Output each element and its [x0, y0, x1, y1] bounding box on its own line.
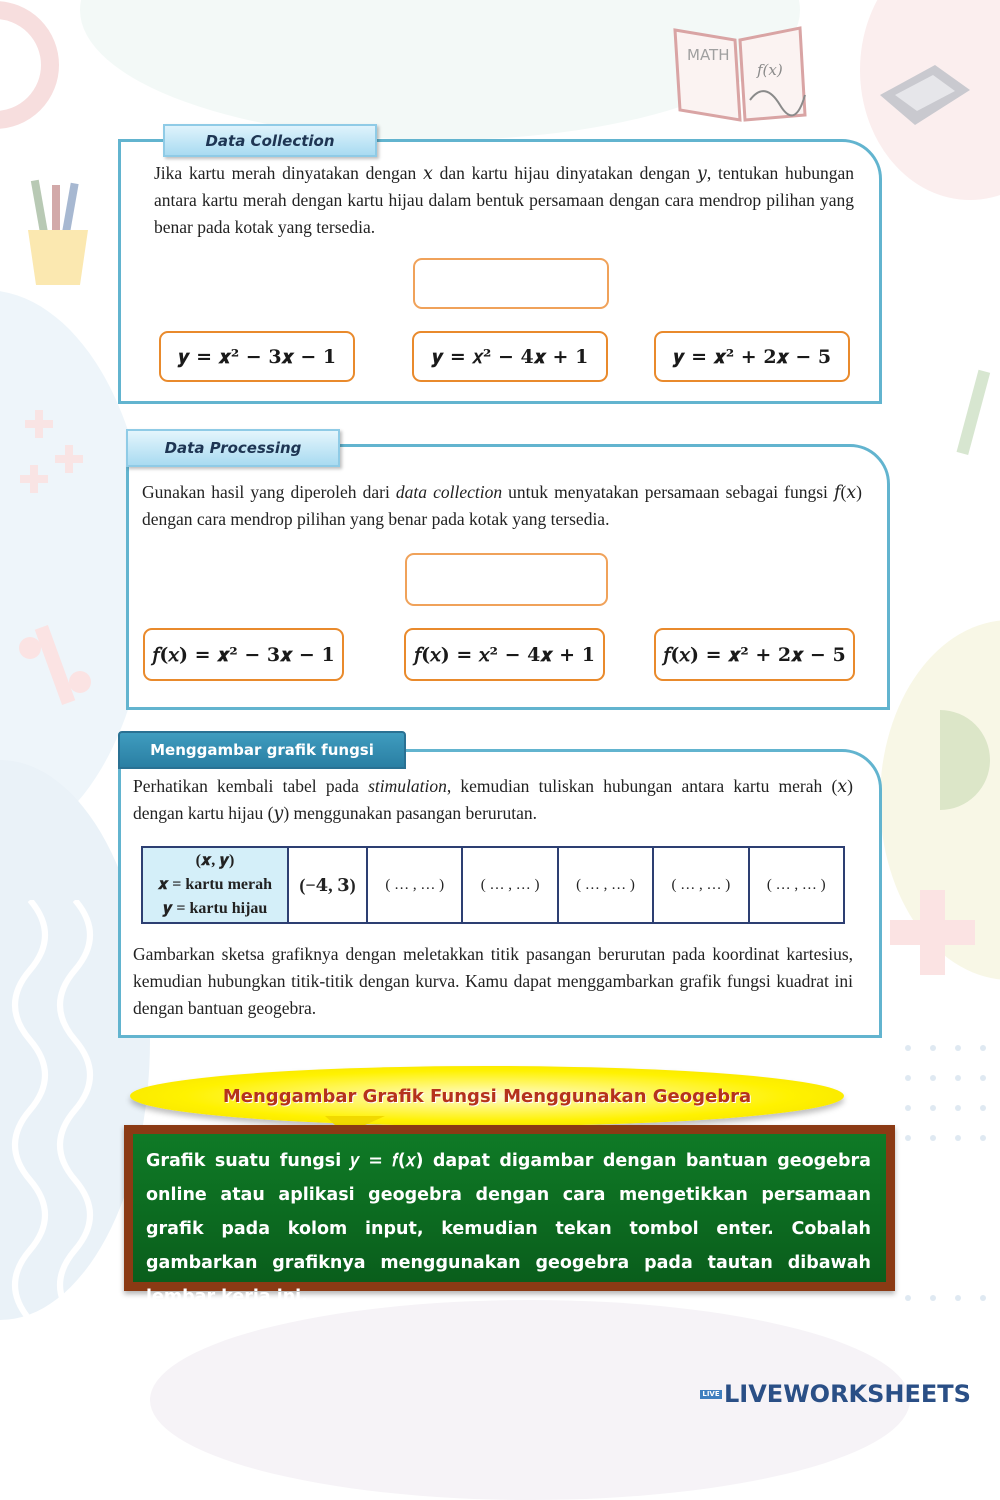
data-collection-drop-target[interactable]: [413, 258, 609, 309]
pencil-icon: [950, 360, 1000, 470]
logo-mark-icon: LIVE: [700, 1390, 722, 1399]
blank-pair-cell-1[interactable]: [367, 847, 462, 923]
blank-pair-text: ( … , … ): [671, 876, 731, 893]
dot-grid-icon: [900, 1040, 1000, 1330]
graph-section-closing-text: Gambarkan sketsa grafiknya dengan meletakkan titik pasangan berurutan pada koordinat kartesius, kemudian hubungkan titik-titik dengan kurva. Kamu dapat menggambarkan grafik fungsi kuadrat ini dengan bantuan geogebra.: [133, 944, 853, 1018]
liveworksheets-logo[interactable]: [700, 1378, 995, 1410]
calculator-icon: [875, 55, 975, 135]
geogebra-banner-title: Menggambar Grafik Fungsi Menggunakan Geogebra: [222, 1085, 752, 1107]
plus-cluster-icon: [5, 400, 115, 510]
protractor-icon: [920, 700, 1000, 820]
wave-lines-icon: [0, 900, 120, 1320]
table-header-cell: [142, 847, 288, 923]
instruction-italic-text: stimulation: [368, 776, 447, 796]
blank-pair-cell-4[interactable]: [653, 847, 748, 923]
fx-label: f(x): [757, 61, 783, 79]
blank-pair-cell-3[interactable]: [558, 847, 653, 923]
choice-label: 𝑓(𝑥) = 𝑥² − 𝟒𝒙 + 𝟏: [414, 643, 595, 666]
table-row: [142, 847, 844, 923]
data-collection-choice-3[interactable]: [654, 331, 850, 382]
header-x-label: 𝒙 = kartu merah: [157, 876, 272, 893]
choice-label: 𝑓(𝑥) = 𝒙² + 𝟐𝒙 − 𝟓: [663, 643, 846, 666]
choice-label: 𝑓(𝑥) = 𝒙² − 𝟑𝒙 − 𝟏: [152, 643, 335, 666]
first-pair-cell: [288, 847, 367, 923]
blank-pair-cell-2[interactable]: [462, 847, 557, 923]
plus-shape-icon: [880, 880, 990, 990]
graph-section-instruction: [133, 773, 853, 827]
graph-section-tab-label: Menggambar grafik fungsi: [150, 741, 374, 759]
data-processing-tab-label: Data Processing: [164, 439, 302, 457]
blank-pair-text: ( … , … ): [385, 876, 445, 893]
blank-pair-text: ( … , … ): [480, 876, 540, 893]
math-book-icon: [665, 20, 815, 130]
data-processing-choice-2[interactable]: [404, 628, 605, 681]
ordered-pairs-table: [141, 846, 845, 924]
data-collection-tab-label: Data Collection: [205, 131, 335, 150]
geogebra-board: [124, 1125, 895, 1307]
choice-label: 𝒚 = 𝑥² − 𝟒𝒙 + 𝟏: [431, 345, 589, 368]
geogebra-banner: [130, 1066, 844, 1126]
instruction-text: untuk menyatakan persamaan sebagai fungsi 𝑓(𝑥) dengan cara mendrop pilihan yang benar pada kotak yang tersedia.: [142, 482, 862, 529]
math-book-label: MATH: [687, 46, 730, 64]
pencil-cup-icon: [18, 175, 98, 295]
logo-text: LIVEWORKSHEETS: [724, 1380, 971, 1408]
instruction-text: Gunakan hasil yang diperoleh dari: [142, 482, 396, 502]
data-collection-choice-2[interactable]: [412, 331, 608, 382]
blank-pair-cell-5[interactable]: [749, 847, 844, 923]
percent-icon: [10, 620, 100, 710]
header-y-label: 𝒚 = kartu hijau: [162, 900, 268, 917]
first-pair-value: (−𝟒, 𝟑): [299, 874, 356, 895]
data-collection-tab: [163, 124, 377, 157]
choice-label: 𝒚 = 𝒙² + 𝟐𝒙 − 𝟓: [672, 345, 832, 368]
geogebra-board-text: Grafik suatu fungsi 𝑦 = 𝑓(𝑥) dapat digambar dengan bantuan geogebra online atau aplikasi geogebra dengan cara mengetikkan persamaan grafik pada kolom input, kemudian tekan tombol enter. Cobalah gambarkan grafiknya menggunakan geogebra pada tautan dibawah lembar kerja ini.: [146, 1151, 871, 1307]
data-processing-instruction: [142, 479, 862, 533]
choice-label: 𝒚 = 𝒙² − 𝟑𝒙 − 𝟏: [177, 345, 337, 368]
data-collection-choice-1[interactable]: [159, 331, 355, 382]
instruction-text: , kemudian tuliskan hubungan antara kartu merah (𝑥) dengan kartu hijau (𝑦) menggunakan pasangan berurutan.: [133, 776, 853, 823]
blank-pair-text: ( … , … ): [766, 876, 826, 893]
data-processing-choice-3[interactable]: [654, 628, 855, 681]
graph-section-tab: [118, 731, 406, 769]
data-collection-instruction: Jika kartu merah dinyatakan dengan 𝑥 dan kartu hijau dinyatakan dengan 𝑦, tentukan hubungan antara kartu merah dengan kartu hijau dalam bentuk persamaan dengan cara mendrop pilihan yang benar pada kotak yang tersedia.: [154, 163, 854, 237]
data-processing-choice-1[interactable]: [143, 628, 344, 681]
data-processing-tab: [126, 429, 340, 467]
instruction-italic-text: data collection: [395, 482, 503, 502]
header-pair-label: (𝒙, 𝒚): [195, 852, 235, 869]
data-processing-drop-target[interactable]: [405, 553, 608, 606]
blank-pair-text: ( … , … ): [576, 876, 635, 893]
instruction-text: Perhatikan kembali tabel pada: [133, 776, 369, 796]
circle-ring-icon: [0, 0, 80, 170]
